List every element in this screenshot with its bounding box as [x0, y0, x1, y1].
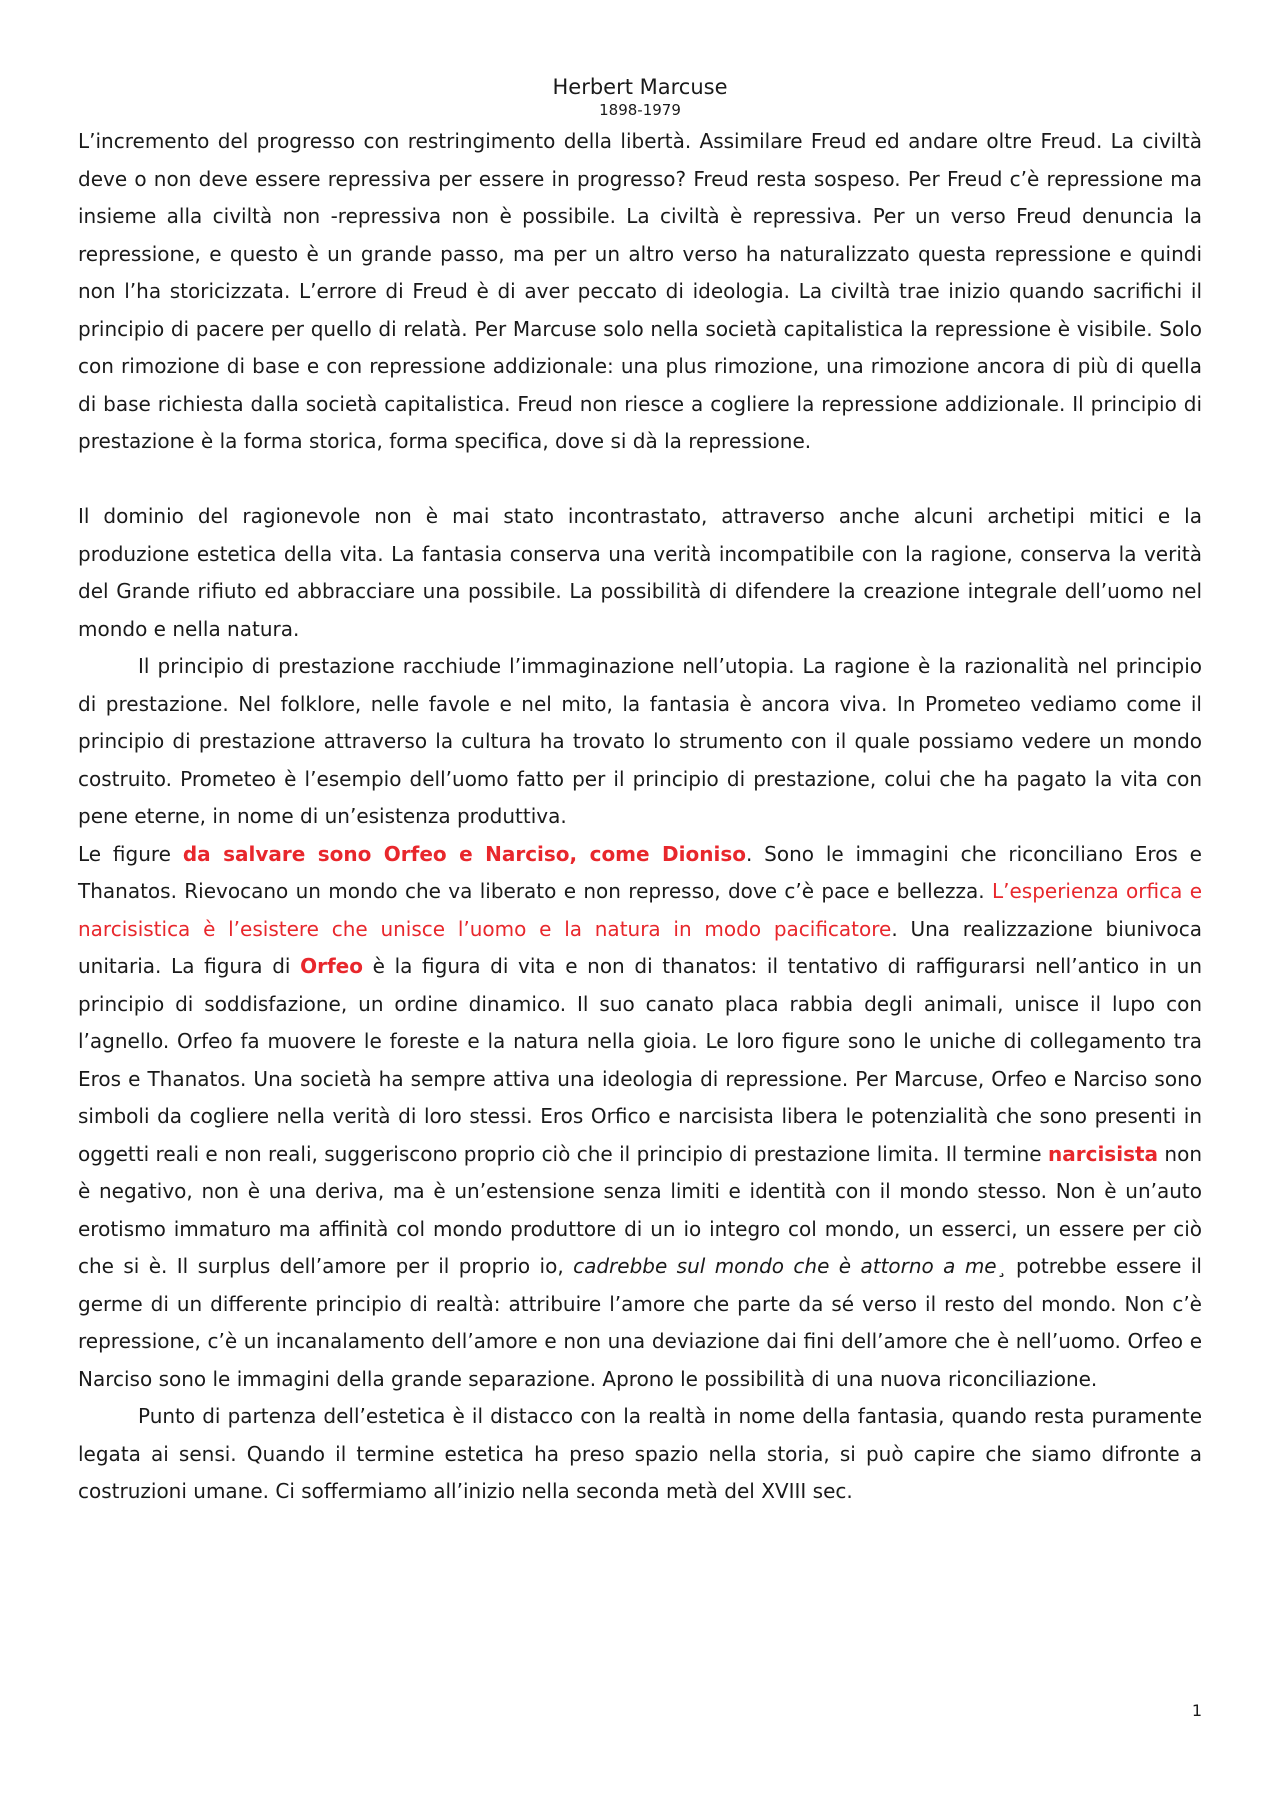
- page-number: 1: [1191, 1701, 1202, 1720]
- italic-quote: cadrebbe sul mondo che è attorno a me: [573, 1254, 997, 1278]
- text-run: . Sono le immagini che riconciliano Eros e Thanatos. Rievocano un mondo che va liberato e non represso, dove c’è pace e bellezza.: [78, 841, 1202, 903]
- paragraph-4: [78, 836, 1202, 1399]
- author-dates: 1898-1979: [599, 101, 681, 119]
- page-title: Herbert Marcuse: [552, 75, 728, 99]
- paragraph-3: Il principio di prestazione racchiude l’immaginazione nell’utopia. La ragione è la razionalità nel principio di prestazione. Nel folklore, nelle favole e nel mito, la fantasia è ancora viva. In Prometeo vediamo come il principio di prestazione attraverso la cultura ha trovato lo strumento con il quale possiamo vedere un mondo costruito. Prometeo è l’esempio dell’uomo fatto per il principio di prestazione, colui che ha pagato la vita con pene eterne, in nome di un’esistenza produttiva.: [78, 654, 1202, 828]
- paragraph-5: Punto di partenza dell’estetica è il distacco con la realtà in nome della fantasia, quando resta puramente legata ai sensi. Quando il termine estetica ha preso spazio nella storia, si può capire che siamo difronte a costruzioni umane. Ci soffermiamo all’inizio nella seconda metà del XVIII sec.: [78, 1404, 1202, 1503]
- highlight-orfeo: Orfeo: [300, 954, 363, 978]
- highlight-narcisista: narcisista: [1048, 1141, 1159, 1166]
- text-run: ¸ potrebbe essere il germe di un differente principio di realtà: attribuire l’amore che parte da sé verso il resto del mondo. Non c’è repressione, c’è un incanalamento dell’amore e non una deviazione dai fini dell’amore che è nell’uomo. Orfeo e Narciso sono le immagini della grande separazione. Aprono le possibilità di una nuova riconciliazione.: [78, 1254, 1202, 1391]
- text-run: . Una realizzazione biunivoca unitaria. La figura di: [78, 916, 1203, 978]
- text-run: Le figure: [78, 841, 183, 866]
- paragraph-1: L’incremento del progresso con restringimento della libertà. Assimilare Freud ed andare oltre Freud. La civiltà deve o non deve essere repressiva per essere in progresso? Freud resta sospeso. Per Freud c’è repressione ma insieme alla civiltà non -repressiva non è possibile. La civiltà è repressiva. Per un verso Freud denuncia la repressione, e questo è un grande passo, ma per un altro verso ha naturalizzato questa repressione e quindi non l’ha storicizzata. L’errore di Freud è di aver peccato di ideologia. La civiltà trae inizio quando sacrifichi il principio di pacere per quello di relatà. Per Marcuse solo nella società capitalistica la repressione è visibile. Solo con rimozione di base e con repressione addizionale: una plus rimozione, una rimozione ancora di più di quella di base richiesta dalla società capitalistica. Freud non riesce a cogliere la repressione addizionale. Il principio di prestazione è la forma storica, forma specifica, dove si dà la repressione.: [78, 129, 1202, 453]
- highlight-orphic-experience: L’esperienza orfica e narcisistica è l’esistere che unisce l’uomo e la natura in modo pacificatore: [78, 879, 1203, 941]
- paragraph-2: Il dominio del ragionevole non è mai stato incontrastato, attraverso anche alcuni archetipi mitici e la produzione estetica della vita. La fantasia conserva una verità incompatibile con la ragione, conserva la verità del Grande rifiuto ed abbracciare una possibile. La possibilità di difendere la creazione integrale dell’uomo nel mondo e nella natura.: [78, 504, 1202, 641]
- highlight-figures-to-save: da salvare sono Orfeo e Narciso, come Dioniso: [182, 841, 746, 866]
- text-run: non è negativo, non è una deriva, ma è un’estensione senza limiti e identità con il mondo stesso. Non è un’auto erotismo immaturo ma affinità col mondo produttore di un io integro col mondo, un esserci, un essere per ciò che si è. Il surplus dell’amore per il proprio io,: [78, 1141, 1203, 1278]
- paragraph-spacer: [78, 461, 1202, 499]
- text-run: è la figura di vita e non di thanatos: il tentativo di raffigurarsi nell’antico in un principio di soddisfazione, un ordine dinamico. Il suo canato placa rabbia degli animali, unisce il lupo con l’agnello. Orfeo fa muovere le foreste e la natura nella gioia. Le loro figure sono le uniche di collegamento tra Eros e Thanatos. Una società ha sempre attiva una ideologia di repressione. Per Marcuse, Orfeo e Narciso sono simboli da cogliere nella verità di loro stessi. Eros Orfico e narcisista libera le potenzialità che sono presenti in oggetti reali e non reali, suggeriscono proprio ciò che il principio di prestazione limita. Il termine: [78, 954, 1202, 1166]
- document-body: [78, 123, 1202, 1511]
